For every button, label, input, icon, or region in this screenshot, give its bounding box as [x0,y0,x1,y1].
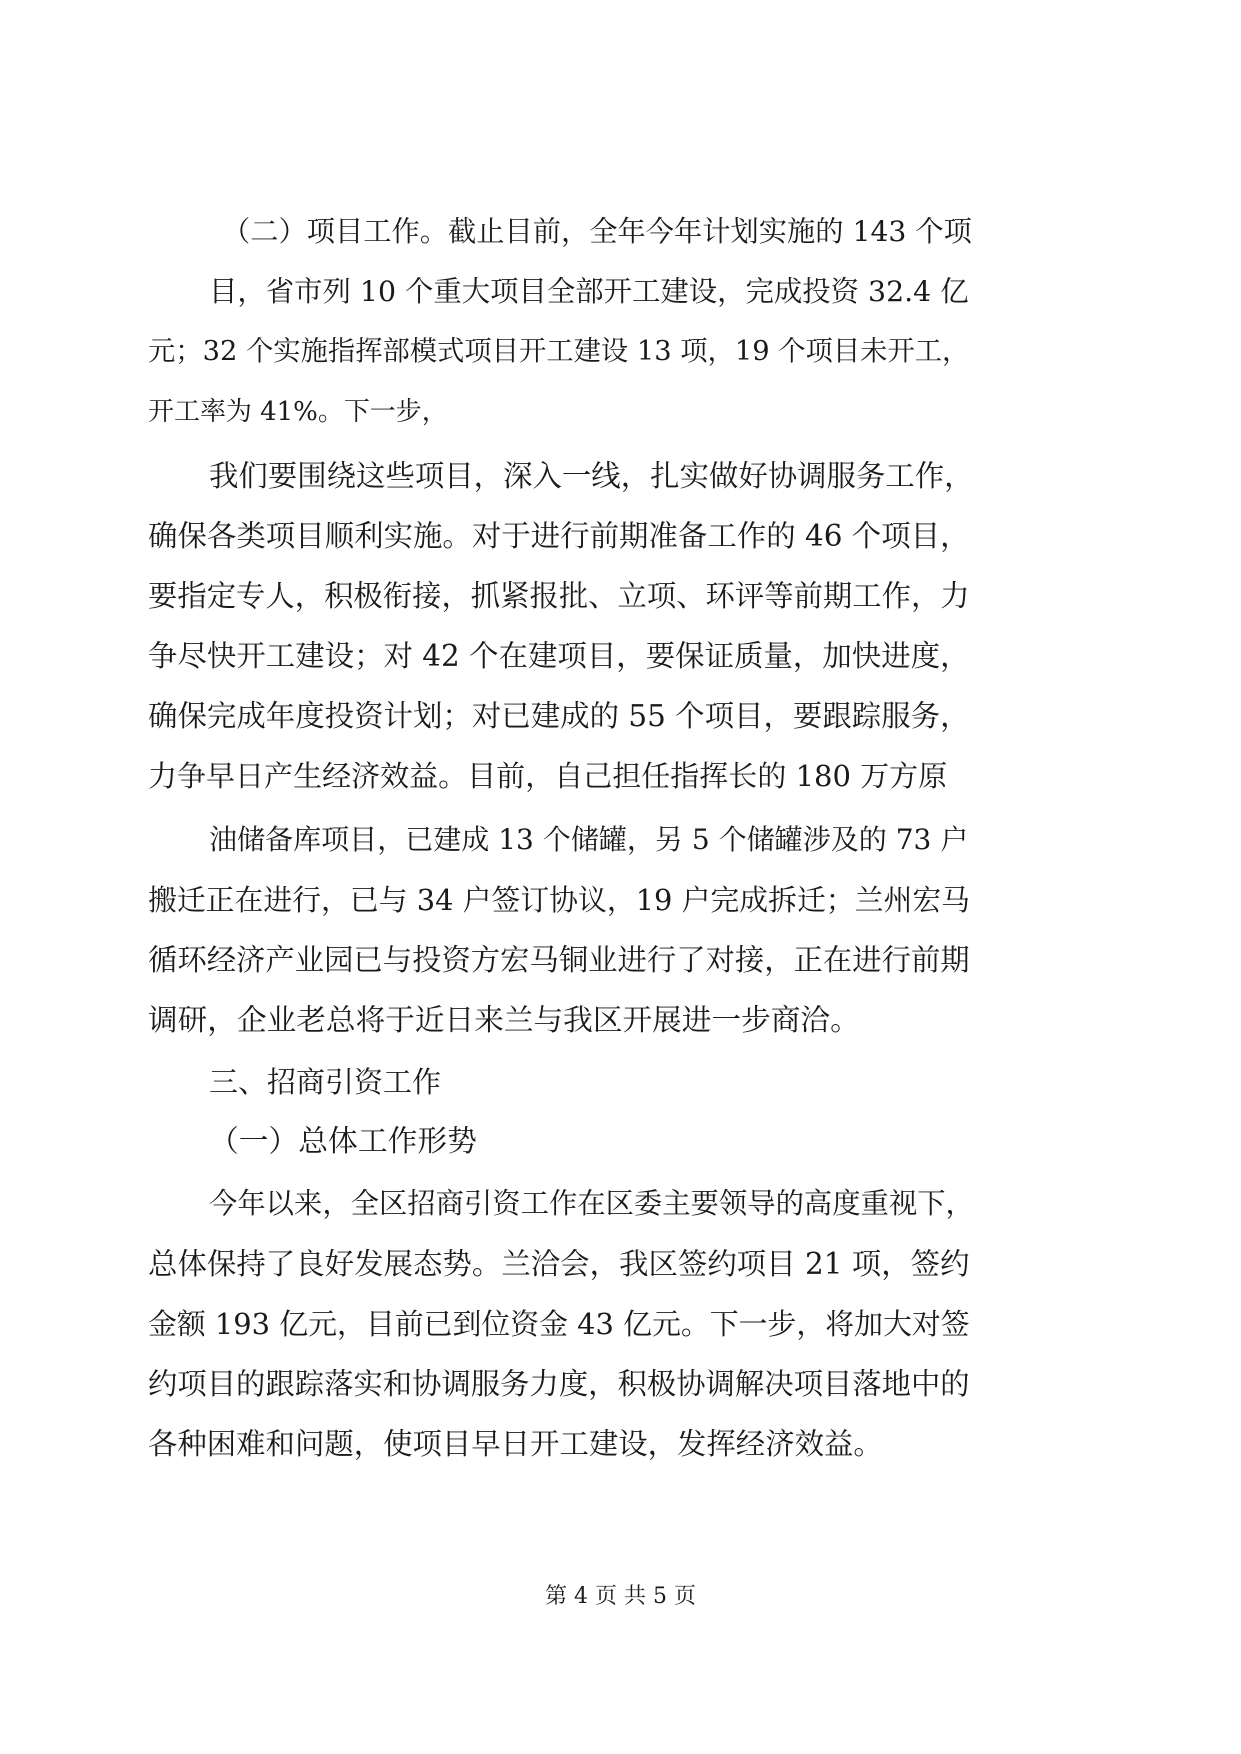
subsection-heading: （一）总体工作形势 [209,1124,477,1159]
text-line: 金额 193 亿元，目前已到位资金 43 亿元。下一步，将加大对签 [148,1307,970,1341]
text-line: 约项目的跟踪落实和协调服务力度，积极协调解决项目落地中的 [148,1367,970,1401]
text-line: 元；32 个实施指挥部模式项目开工建设 13 项，19 个项目未开工， [148,336,970,367]
text-line: （二）项目工作。截止目前，全年今年计划实施的 143 个项 [222,215,972,248]
text-line: 总体保持了良好发展态势。兰洽会，我区签约项目 21 项，签约 [148,1247,970,1281]
section-heading: 三、招商引资工作 [209,1065,441,1099]
text-line: 搬迁正在进行，已与 34 户签订协议，19 户完成拆迁；兰州宏马 [148,883,970,917]
page-number: 第 4 页 共 5 页 [545,1584,696,1609]
text-line: 力争早日产生经济效益。目前，自己担任指挥长的 180 万方原 [148,759,948,793]
text-line: 确保各类项目顺利实施。对于进行前期准备工作的 46 个项目， [148,519,970,553]
text-line: 争尽快开工建设；对 42 个在建项目，要保证质量，加快进度， [148,639,970,673]
text-line: 要指定专人，积极衔接，抓紧报批、立项、环评等前期工作，力 [148,579,970,613]
text-line: 确保完成年度投资计划；对已建成的 55 个项目，要跟踪服务， [148,699,970,733]
text-line: 油储备库项目，已建成 13 个储罐，另 5 个储罐涉及的 73 户 [209,823,969,856]
text-line: 我们要围绕这些项目，深入一线，扎实做好协调服务工作， [209,459,974,493]
text-line: 开工率为 41%。下一步， [148,397,448,427]
text-line: 今年以来，全区招商引资工作在区委主要领导的高度重视下， [209,1187,974,1220]
text-line: 目，省市列 10 个重大项目全部开工建设，完成投资 32.4 亿 [209,275,969,308]
text-line: 调研，企业老总将于近日来兰与我区开展进一步商洽。 [148,1002,860,1037]
text-line: 循环经济产业园已与投资方宏马铜业进行了对接，正在进行前期 [148,943,970,977]
text-line: 各种困难和问题，使项目早日开工建设，发挥经济效益。 [148,1427,883,1461]
